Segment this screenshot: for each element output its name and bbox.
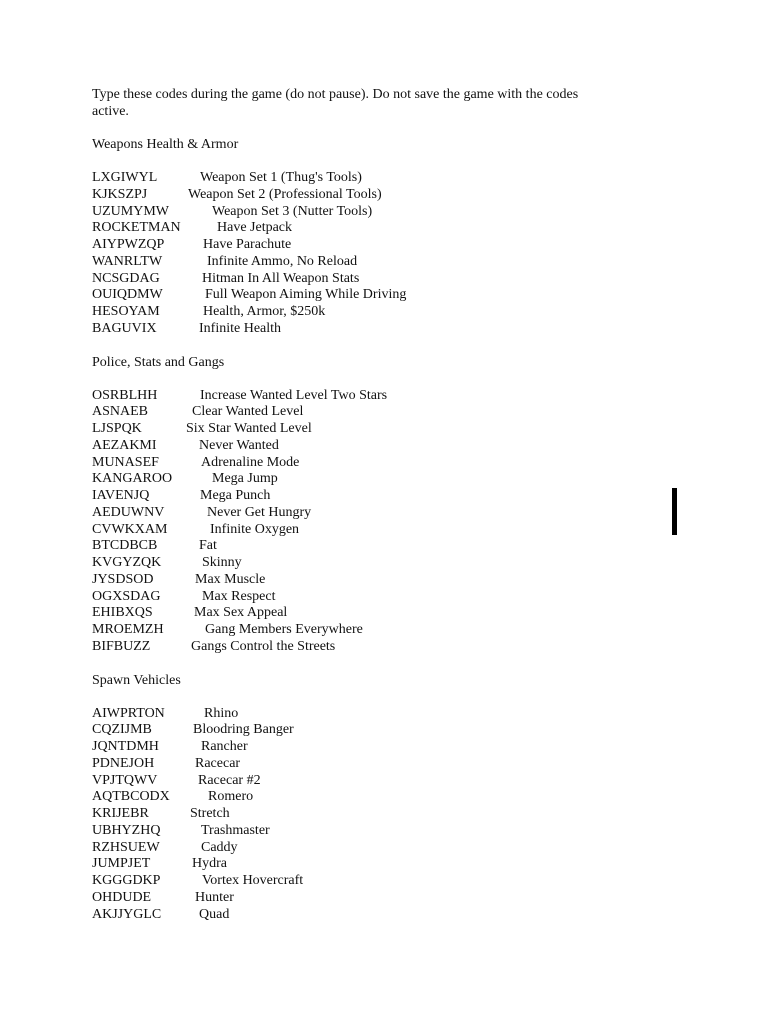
cheat-code: VPJTQWV — [92, 772, 158, 788]
cheat-code: CVWKXAM — [92, 521, 168, 537]
cheat-code: KRIJEBR — [92, 806, 149, 821]
cheat-effect: Max Respect — [202, 588, 276, 604]
code-row — [92, 254, 612, 271]
code-row — [92, 622, 612, 639]
cheat-effect: Quad — [199, 906, 230, 922]
cheat-code: ROCKETMAN — [92, 220, 181, 236]
cheat-code: AKJJYGLC — [92, 906, 162, 922]
cheat-effect: Racecar #2 — [198, 772, 261, 788]
cheat-effect: Full Weapon Aiming While Driving — [205, 287, 407, 303]
cheat-code: HESOYAM — [92, 304, 160, 319]
section-title: Police, Stats and Gangs — [92, 354, 225, 370]
code-row — [92, 438, 612, 455]
intro-text: Type these codes during the game (do not pause). Do not save the game with the codes active. — [92, 87, 579, 119]
code-row — [92, 237, 612, 254]
cheat-code: PDNEJOH — [92, 755, 155, 771]
code-row — [92, 856, 612, 873]
cheat-code: IAVENJQ — [92, 488, 150, 503]
code-row — [92, 605, 612, 622]
code-row — [92, 287, 612, 304]
cheat-code: MROEMZH — [92, 622, 164, 637]
cheat-effect: Health, Armor, $250k — [203, 304, 326, 319]
cheat-code: UZUMYMW — [92, 203, 169, 219]
cheat-code: CQZIJMB — [92, 722, 152, 738]
code-row — [92, 321, 612, 338]
cheat-effect: Stretch — [190, 806, 230, 821]
cheat-code: MUNASEF — [92, 454, 159, 470]
code-row — [92, 488, 612, 505]
code-list — [92, 706, 612, 924]
section-title: Weapons Health & Armor — [92, 137, 239, 152]
cheat-effect: Romero — [208, 789, 254, 805]
code-row — [92, 890, 612, 907]
code-row — [92, 522, 612, 539]
cheat-effect: Racecar — [195, 755, 241, 771]
cheat-effect: Have Jetpack — [217, 220, 293, 236]
cheat-code: OSRBLHH — [92, 387, 158, 403]
cheat-effect: Vortex Hovercraft — [202, 873, 304, 888]
code-row — [92, 421, 612, 438]
code-row — [92, 555, 612, 572]
cheat-effect: Caddy — [201, 839, 238, 855]
cheat-effect: Weapon Set 1 (Thug's Tools) — [200, 170, 362, 185]
code-row — [92, 505, 612, 522]
code-sections — [92, 136, 612, 923]
code-row — [92, 639, 612, 656]
code-row — [92, 907, 612, 924]
code-row — [92, 873, 612, 890]
cheat-code: BTCDBCB — [92, 538, 158, 554]
code-row — [92, 404, 612, 421]
cheat-effect: Never Get Hungry — [207, 504, 312, 520]
cheat-effect: Weapon Set 2 (Professional Tools) — [188, 186, 382, 202]
cheat-code: LXGIWYL — [92, 170, 158, 185]
code-row — [92, 773, 612, 790]
code-row — [92, 170, 612, 187]
cheat-effect: Hunter — [195, 889, 234, 905]
cheat-code: WANRLTW — [92, 253, 163, 269]
cheat-effect: Mega Jump — [212, 471, 278, 487]
cheat-effect: Hydra — [192, 856, 227, 872]
cheat-effect: Gang Members Everywhere — [205, 622, 363, 637]
cheat-effect: Adrenaline Mode — [201, 454, 300, 470]
cheat-code: JYSDSOD — [92, 571, 154, 587]
cheat-effect: Six Star Wanted Level — [186, 421, 312, 436]
cheat-effect: Bloodring Banger — [193, 722, 294, 738]
code-row — [92, 471, 612, 488]
cheat-code: ASNAEB — [92, 404, 149, 420]
text-cursor-bar — [672, 488, 677, 535]
code-row — [92, 220, 612, 237]
cheat-code: KJKSZPJ — [92, 186, 148, 202]
cheat-effect: Fat — [199, 538, 217, 554]
cheat-code: KGGGDKP — [92, 873, 161, 888]
cheat-effect: Have Parachute — [203, 237, 292, 252]
cheat-effect: Infinite Oxygen — [210, 521, 300, 537]
cheat-effect: Gangs Control the Streets — [191, 638, 336, 654]
cheat-effect: Infinite Health — [199, 320, 282, 336]
code-row — [92, 589, 612, 606]
cheat-effect: Infinite Ammo, No Reload — [207, 253, 358, 269]
cheat-code: KANGAROO — [92, 471, 173, 487]
cheat-effect: Hitman In All Weapon Stats — [202, 270, 360, 286]
code-list — [92, 388, 612, 656]
code-row — [92, 789, 612, 806]
code-row — [92, 722, 612, 739]
cheat-effect: Never Wanted — [199, 437, 279, 453]
code-row — [92, 572, 612, 589]
code-row — [92, 706, 612, 723]
code-row — [92, 538, 612, 555]
cheat-effect: Increase Wanted Level Two Stars — [200, 387, 388, 403]
code-row — [92, 304, 612, 321]
code-row — [92, 739, 612, 756]
cheat-effect: Trashmaster — [201, 822, 270, 838]
cheat-code: OUIQDMW — [92, 287, 163, 303]
code-row — [92, 187, 612, 204]
code-row — [92, 388, 612, 405]
code-row — [92, 271, 612, 288]
cheat-code: BAGUVIX — [92, 320, 157, 336]
cheat-effect: Weapon Set 3 (Nutter Tools) — [212, 203, 373, 219]
code-list — [92, 170, 612, 338]
cheat-code: NCSGDAG — [92, 270, 160, 286]
cheat-effect: Mega Punch — [200, 488, 271, 503]
cheat-code: AIYPWZQP — [92, 237, 165, 252]
cheat-code: LJSPQK — [92, 421, 142, 436]
cheat-code: BIFBUZZ — [92, 638, 151, 654]
cheat-code: JQNTDMH — [92, 739, 159, 754]
cheat-code: AQTBCODX — [92, 789, 170, 805]
cheat-effect: Skinny — [202, 555, 242, 570]
cheat-effect: Clear Wanted Level — [192, 404, 304, 420]
cheat-effect: Max Muscle — [195, 571, 266, 587]
code-row — [92, 806, 612, 823]
code-row — [92, 823, 612, 840]
cheat-code: RZHSUEW — [92, 839, 160, 855]
cheat-code: UBHYZHQ — [92, 822, 161, 838]
cheat-code: EHIBXQS — [92, 605, 153, 621]
cheat-code: KVGYZQK — [92, 555, 162, 570]
cheat-effect: Rancher — [201, 739, 248, 754]
cheat-code: AEDUWNV — [92, 504, 165, 520]
cheat-code: JUMPJET — [92, 856, 151, 872]
cheat-code: AEZAKMI — [92, 437, 157, 453]
code-row — [92, 204, 612, 221]
cheat-code: OGXSDAG — [92, 588, 161, 604]
cheat-code: OHDUDE — [92, 889, 152, 905]
cheat-effect: Max Sex Appeal — [194, 605, 288, 621]
cheat-effect: Rhino — [204, 705, 239, 721]
document-page — [92, 86, 612, 939]
code-row — [92, 756, 612, 773]
code-row — [92, 840, 612, 857]
cheat-code: AIWPRTON — [92, 705, 165, 721]
code-row — [92, 455, 612, 472]
section-title: Spawn Vehicles — [92, 672, 181, 688]
